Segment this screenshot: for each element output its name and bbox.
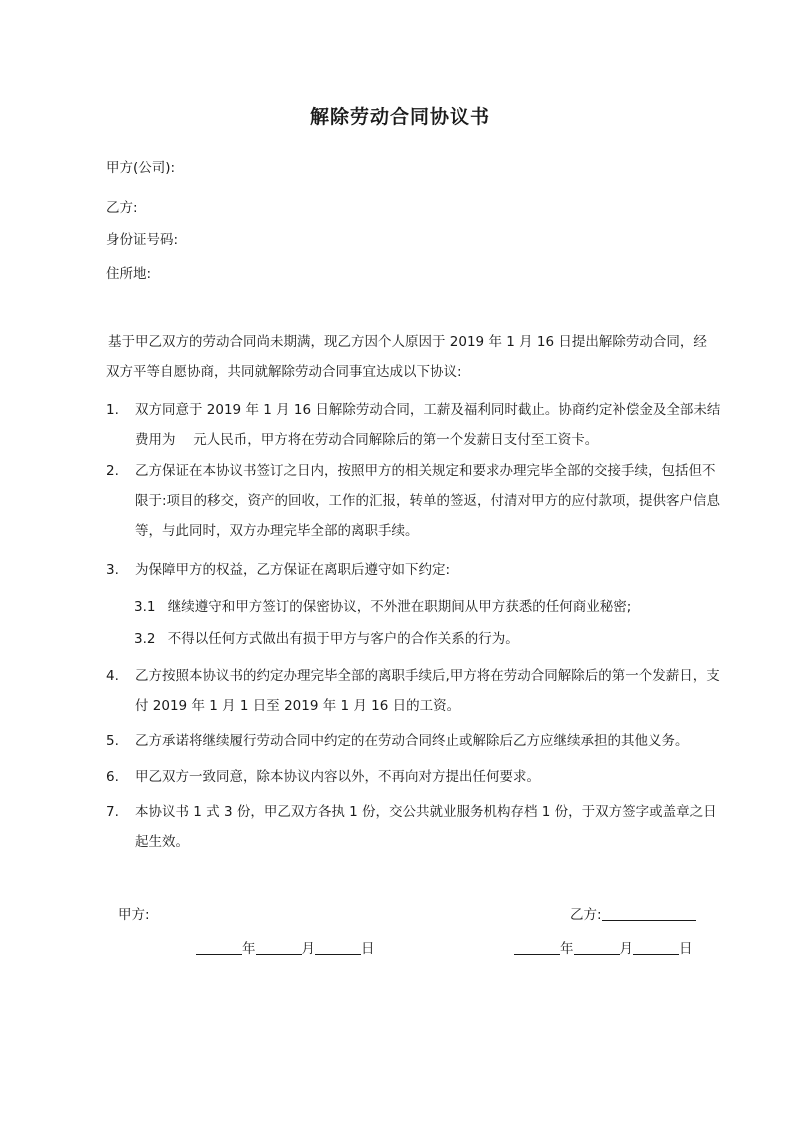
month-label: 月 <box>619 941 633 957</box>
clause-text: 乙方保证在本协议书签订之日内，按照甲方的相关规定和要求办理完毕全部的交接手续，包括但不限于:项目的移交，资产的回收，工作的汇报，转单的签返，付清对甲方的应付款项，提供客户信息等，与此同时，双方办理完毕全部的离职手续。 <box>135 463 721 539</box>
subclause-number: 3.2 <box>134 631 156 647</box>
day-label: 日 <box>361 941 375 957</box>
month-blank <box>256 940 302 955</box>
signature-party-b-label: 乙方: <box>570 907 602 923</box>
party-a-field: 甲方(公司): <box>106 160 176 176</box>
clause-number: 4. <box>106 668 119 684</box>
clause-text: 乙方承诺将继续履行劳动合同中约定的在劳动合同终止或解除后乙方应继续承担的其他义务。 <box>135 733 689 749</box>
date-party-b <box>514 937 693 957</box>
party-b-field: 乙方: <box>106 200 138 216</box>
subclause-text: 继续遵守和甲方签订的保密协议，不外泄在职期间从甲方获悉的任何商业秘密; <box>167 599 632 615</box>
subclause-3-1 <box>134 592 631 622</box>
clause-number: 7. <box>106 804 119 820</box>
day-blank <box>633 940 679 955</box>
signature-party-a: 甲方: <box>118 907 150 923</box>
year-blank <box>196 940 242 955</box>
clause-text: 双方同意于 2019 年 1 月 16 日解除劳动合同，工薪及福利同时截止。协商约定补偿金及全部未结费用为 元人民币，甲方将在劳动合同解除后的第一个发薪日支付至工资卡。 <box>135 402 721 448</box>
document-title: 解除劳动合同协议书 <box>309 106 490 128</box>
clause-text: 乙方按照本协议书的约定办理完毕全部的离职手续后,甲方将在劳动合同解除后的第一个发薪日，支付 2019 年 1 月 1 日至 2019 年 1 月 16 日的工资。 <box>135 668 720 714</box>
day-blank <box>315 940 361 955</box>
month-blank <box>574 940 620 955</box>
clause-text: 为保障甲方的权益，乙方保证在离职后遵守如下约定: <box>135 562 451 578</box>
subclause-3-2 <box>134 624 519 654</box>
id-number-field: 身份证号码: <box>106 232 179 248</box>
clause-text: 本协议书 1 式 3 份，甲乙双方各执 1 份，交公共就业服务机构存档 1 份，于双方签字或盖章之日起生效。 <box>135 804 717 850</box>
year-label: 年 <box>242 941 256 957</box>
address-field: 住所地: <box>106 266 152 282</box>
clause-number: 2. <box>106 463 119 479</box>
clause-number: 5. <box>106 733 119 749</box>
subclause-text: 不得以任何方式做出有损于甲方与客户的合作关系的行为。 <box>167 631 519 647</box>
clause-text: 甲乙双方一致同意，除本协议内容以外，不再向对方提出任何要求。 <box>135 769 540 785</box>
date-party-a <box>196 937 375 957</box>
day-label: 日 <box>679 941 693 957</box>
subclause-number: 3.1 <box>134 599 156 615</box>
year-blank <box>514 940 560 955</box>
intro-paragraph: 基于甲乙双方的劳动合同尚未期满，现乙方因个人原因于 2019 年 1 月 16 日提出解除劳动合同，经双方平等自愿协商，共同就解除劳动合同事宜达成以下协议: <box>106 334 707 380</box>
signature-party-b <box>570 903 696 923</box>
clause-number: 3. <box>106 562 119 578</box>
clause-number: 6. <box>106 769 119 785</box>
year-label: 年 <box>560 941 574 957</box>
signature-blank-line <box>602 906 696 921</box>
month-label: 月 <box>301 941 315 957</box>
clause-number: 1. <box>106 402 119 418</box>
